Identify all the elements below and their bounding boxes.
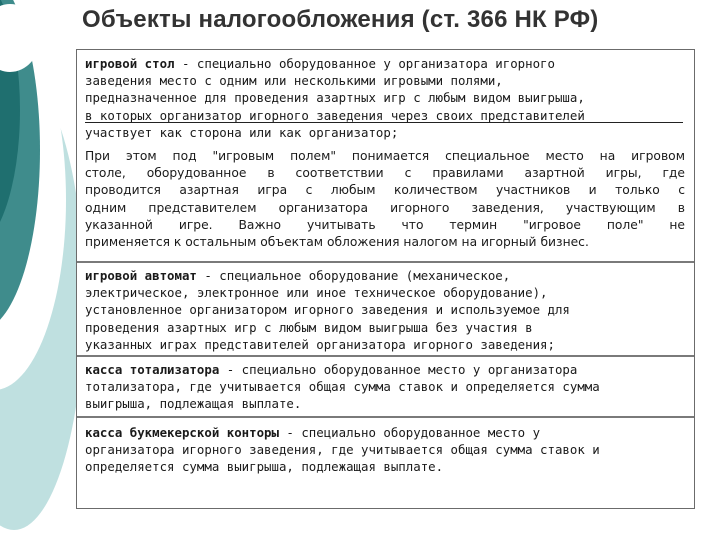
page-title: Объекты налогообложения (ст. 366 НК РФ) — [82, 6, 599, 33]
definition-text: - специально оборудованное место у — [278, 425, 541, 440]
definition-text: - специально оборудованное у организатора игорного — [174, 56, 555, 71]
definition-line: выигрыша, подлежащая выплате. — [85, 396, 302, 412]
definition-line: тотализатора, где учитывается общая сумма ставок и определяется сумма — [85, 379, 600, 395]
definition-row-totalizator — [77, 357, 694, 413]
note-line: указанной игре. Важно учитывать что термин "игровое поле" не — [85, 217, 685, 232]
definition-first-line — [85, 267, 685, 284]
definition-term: игровой автомат — [85, 268, 197, 283]
definition-line: определяется сумма выигрыша, подлежащая выплате. — [85, 459, 444, 475]
definition-line: в которых организатор игорного заведения через своих представителей — [85, 107, 585, 123]
decorative-side-shapes — [0, 0, 80, 540]
note-line: проводится азартная игра с любым количеством участников и только с — [85, 183, 685, 198]
definition-line: проведения азартных игр с любым видом выигрыша без участия в — [85, 319, 533, 335]
definition-line: электрическое, электронное или иное техническое оборудование), — [85, 285, 548, 301]
definition-line: организатора игорного заведения, где учитывается общая сумма ставок и — [85, 442, 600, 458]
definition-line: предназначенное для проведения азартных игр с любым видом выигрыша, — [85, 90, 585, 106]
note-line: столе, оборудованное в соответствии с правилами азартной игры, где — [85, 166, 685, 181]
definition-row-gaming-table — [77, 51, 694, 141]
definition-text: - специально оборудованное место у организатора — [219, 362, 578, 377]
definition-first-line — [85, 55, 685, 72]
note-line: применяется к остальным объектам обложения налогом на игорный бизнес. — [85, 234, 589, 249]
definition-term: касса букмекерской конторы — [85, 425, 279, 440]
definition-first-line — [85, 424, 685, 441]
underline-rule — [85, 122, 683, 123]
note-line: При этом под "игровым полем" понимается специальное место на игровом — [85, 149, 685, 163]
definition-first-line — [85, 361, 685, 378]
definition-line: установленное организатором игорного заведения и используемое для — [85, 302, 570, 318]
definition-row-slot-machine — [77, 263, 694, 353]
row-divider — [77, 416, 694, 418]
note-line: одним представителем организатора игорного заведения, участвующим в — [85, 200, 685, 215]
definition-text: - специальное оборудование (механическое, — [196, 268, 511, 283]
definitions-table — [76, 49, 695, 509]
definition-line: участвует как сторона или как организатор; — [85, 124, 399, 140]
definition-term: игровой стол — [85, 56, 175, 71]
definition-term: касса тотализатора — [85, 362, 220, 377]
gaming-field-note — [77, 144, 694, 251]
definition-line: заведения место с одним или несколькими игровыми полями, — [85, 73, 503, 89]
definition-row-bookmaker — [77, 420, 694, 476]
definition-line: указанных играх представителей организатора игорного заведения; — [85, 336, 555, 352]
